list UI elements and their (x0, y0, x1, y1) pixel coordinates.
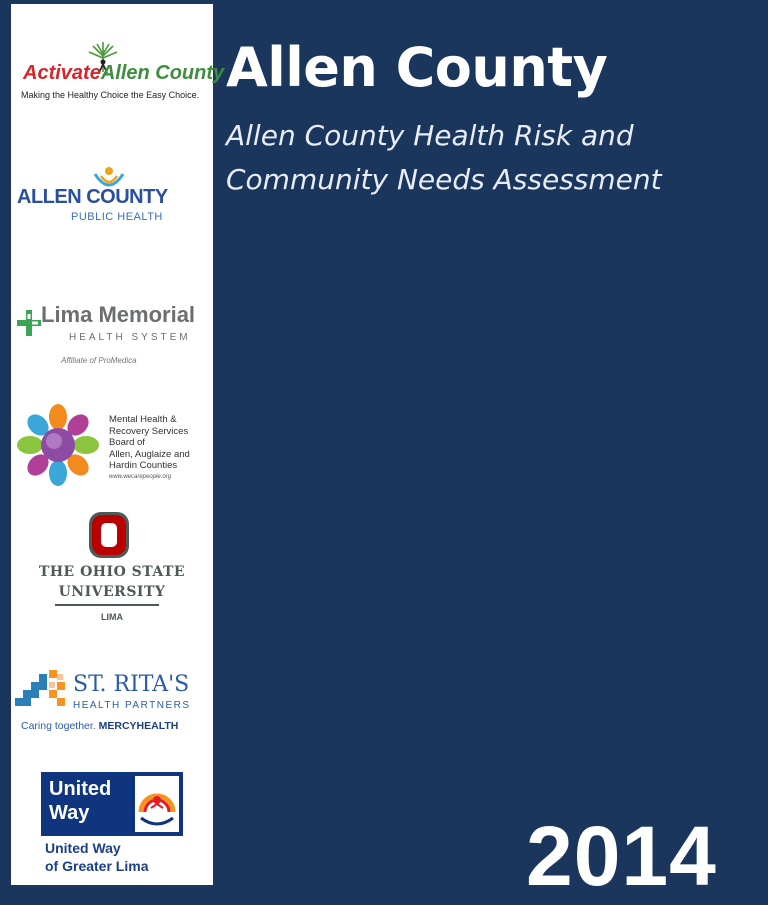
report-title: Allen County (226, 36, 608, 99)
activate-allen-county-logo (11, 42, 225, 112)
activate-tagline: Making the Healthy Choice the Easy Choice. (21, 90, 200, 100)
lima-memorial-logo (11, 296, 213, 376)
subtitle-line1: Allen County Health Risk and (226, 119, 634, 152)
mental-health-line1: Mental Health & (109, 414, 177, 425)
activate-word: Activate (23, 62, 101, 84)
osu-name-line2: UNIVERSITY (58, 584, 166, 600)
block-o-icon (89, 512, 129, 558)
united-way-badge (41, 772, 183, 836)
mental-health-board-logo (11, 400, 213, 490)
pixel-cross-icon (15, 668, 69, 710)
united-way-badge-line2: Way (49, 802, 90, 824)
united-way-region: of Greater Lima (45, 858, 149, 874)
united-way-badge-line1: United (49, 778, 112, 800)
st-ritas-tagline (21, 720, 178, 732)
health-partners-wordmark: HEALTH PARTNERS (73, 700, 191, 711)
allen-county-wordmark: ALLEN COUNTY (17, 186, 168, 208)
allen-county-public-health-logo (11, 164, 213, 234)
report-year: 2014 (526, 809, 717, 903)
subtitle-line2: Community Needs Assessment (226, 163, 662, 196)
public-health-wordmark: PUBLIC HEALTH (71, 211, 163, 223)
united-way-logo (11, 772, 213, 882)
st-ritas-wordmark: ST. RITA'S (73, 672, 190, 697)
cross-icon (17, 310, 41, 336)
affiliate-text: Affiliate of ProMedica (61, 356, 137, 365)
activate-wordmark (23, 62, 224, 85)
mental-health-board-name (109, 414, 213, 472)
mental-health-url: www.wecarepeople.org (109, 474, 172, 480)
osu-name-line1: THE OHIO STATE (38, 564, 186, 580)
health-system-wordmark: HEALTH SYSTEM (69, 332, 191, 343)
sponsor-sidebar (11, 4, 225, 885)
allen-county-word: Allen County (100, 62, 225, 84)
mercyhealth-brand: MERCYHEALTH (98, 720, 179, 732)
mental-health-line3: Board of (109, 437, 145, 448)
tagline-prefix: Caring together. (21, 720, 96, 732)
lima-memorial-wordmark: Lima Memorial (41, 302, 196, 327)
flower-icon (15, 402, 101, 488)
united-way-name: United Way (45, 840, 121, 856)
report-subtitle (226, 114, 746, 202)
osu-divider (55, 604, 159, 606)
ohio-state-lima-logo (11, 512, 213, 632)
mental-health-line5: Hardin Counties (109, 460, 178, 471)
st-ritas-logo (11, 664, 213, 744)
mental-health-line2: Recovery Services (109, 425, 189, 437)
mental-health-line4: Allen, Auglaize and (109, 448, 190, 460)
osu-campus: LIMA (101, 612, 123, 622)
